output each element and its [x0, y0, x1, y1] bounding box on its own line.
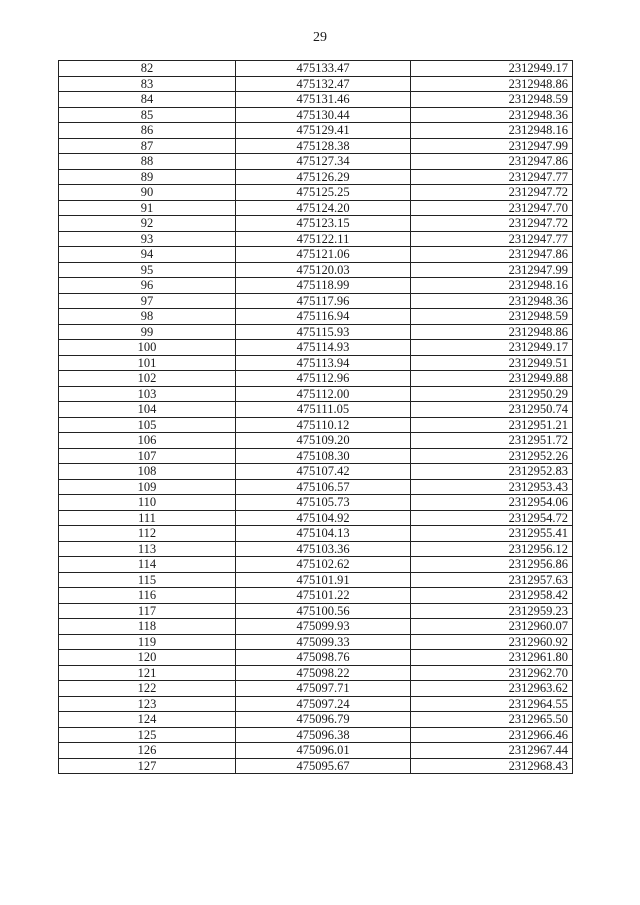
table-row: [59, 557, 573, 573]
x-coordinate-cell: 475129.41: [236, 123, 411, 139]
x-coordinate-cell: 475111.05: [236, 402, 411, 418]
y-coordinate-cell: 2312947.86: [411, 247, 573, 263]
table-row: [59, 495, 573, 511]
table-row: [59, 588, 573, 604]
table-row: [59, 340, 573, 356]
x-coordinate-cell: 475099.33: [236, 634, 411, 650]
y-coordinate-cell: 2312967.44: [411, 743, 573, 759]
y-coordinate-cell: 2312948.36: [411, 293, 573, 309]
point-number-cell: 95: [59, 262, 236, 278]
x-coordinate-cell: 475132.47: [236, 76, 411, 92]
table-row: [59, 386, 573, 402]
x-coordinate-cell: 475117.96: [236, 293, 411, 309]
point-number-cell: 87: [59, 138, 236, 154]
table-row: [59, 526, 573, 542]
y-coordinate-cell: 2312954.06: [411, 495, 573, 511]
table-row: [59, 479, 573, 495]
table-row: [59, 185, 573, 201]
y-coordinate-cell: 2312948.86: [411, 324, 573, 340]
point-number-cell: 123: [59, 696, 236, 712]
y-coordinate-cell: 2312960.07: [411, 619, 573, 635]
x-coordinate-cell: 475115.93: [236, 324, 411, 340]
y-coordinate-cell: 2312947.99: [411, 138, 573, 154]
x-coordinate-cell: 475106.57: [236, 479, 411, 495]
x-coordinate-cell: 475125.25: [236, 185, 411, 201]
point-number-cell: 119: [59, 634, 236, 650]
point-number-cell: 125: [59, 727, 236, 743]
table-row: [59, 727, 573, 743]
x-coordinate-cell: 475110.12: [236, 417, 411, 433]
y-coordinate-cell: 2312962.70: [411, 665, 573, 681]
y-coordinate-cell: 2312947.72: [411, 216, 573, 232]
point-number-cell: 120: [59, 650, 236, 666]
table-row: [59, 448, 573, 464]
x-coordinate-cell: 475100.56: [236, 603, 411, 619]
table-row: [59, 433, 573, 449]
x-coordinate-cell: 475105.73: [236, 495, 411, 511]
x-coordinate-cell: 475096.01: [236, 743, 411, 759]
x-coordinate-cell: 475097.71: [236, 681, 411, 697]
y-coordinate-cell: 2312949.17: [411, 340, 573, 356]
y-coordinate-cell: 2312951.21: [411, 417, 573, 433]
table-row: [59, 355, 573, 371]
x-coordinate-cell: 475126.29: [236, 169, 411, 185]
point-number-cell: 104: [59, 402, 236, 418]
point-number-cell: 99: [59, 324, 236, 340]
table-row: [59, 231, 573, 247]
y-coordinate-cell: 2312947.99: [411, 262, 573, 278]
point-number-cell: 118: [59, 619, 236, 635]
y-coordinate-cell: 2312950.29: [411, 386, 573, 402]
point-number-cell: 82: [59, 61, 236, 77]
x-coordinate-cell: 475122.11: [236, 231, 411, 247]
point-number-cell: 102: [59, 371, 236, 387]
point-number-cell: 103: [59, 386, 236, 402]
x-coordinate-cell: 475112.96: [236, 371, 411, 387]
point-number-cell: 124: [59, 712, 236, 728]
x-coordinate-cell: 475130.44: [236, 107, 411, 123]
y-coordinate-cell: 2312947.77: [411, 169, 573, 185]
x-coordinate-cell: 475101.22: [236, 588, 411, 604]
x-coordinate-cell: 475112.00: [236, 386, 411, 402]
point-number-cell: 112: [59, 526, 236, 542]
y-coordinate-cell: 2312947.77: [411, 231, 573, 247]
x-coordinate-cell: 475121.06: [236, 247, 411, 263]
point-number-cell: 98: [59, 309, 236, 325]
y-coordinate-cell: 2312956.86: [411, 557, 573, 573]
point-number-cell: 91: [59, 200, 236, 216]
point-number-cell: 115: [59, 572, 236, 588]
point-number-cell: 90: [59, 185, 236, 201]
point-number-cell: 110: [59, 495, 236, 511]
y-coordinate-cell: 2312965.50: [411, 712, 573, 728]
point-number-cell: 117: [59, 603, 236, 619]
table-row: [59, 696, 573, 712]
table-row: [59, 293, 573, 309]
point-number-cell: 105: [59, 417, 236, 433]
page-number: 29: [313, 30, 327, 45]
point-number-cell: 100: [59, 340, 236, 356]
point-number-cell: 84: [59, 92, 236, 108]
table-row: [59, 138, 573, 154]
point-number-cell: 92: [59, 216, 236, 232]
point-number-cell: 94: [59, 247, 236, 263]
y-coordinate-cell: 2312947.86: [411, 154, 573, 170]
table-row: [59, 278, 573, 294]
y-coordinate-cell: 2312958.42: [411, 588, 573, 604]
table-row: [59, 309, 573, 325]
x-coordinate-cell: 475116.94: [236, 309, 411, 325]
point-number-cell: 113: [59, 541, 236, 557]
x-coordinate-cell: 475103.36: [236, 541, 411, 557]
table-row: [59, 634, 573, 650]
point-number-cell: 114: [59, 557, 236, 573]
y-coordinate-cell: 2312961.80: [411, 650, 573, 666]
y-coordinate-cell: 2312947.70: [411, 200, 573, 216]
table-row: [59, 154, 573, 170]
y-coordinate-cell: 2312949.51: [411, 355, 573, 371]
x-coordinate-cell: 475123.15: [236, 216, 411, 232]
y-coordinate-cell: 2312948.16: [411, 278, 573, 294]
y-coordinate-cell: 2312963.62: [411, 681, 573, 697]
table-row: [59, 371, 573, 387]
table-row: [59, 541, 573, 557]
y-coordinate-cell: 2312966.46: [411, 727, 573, 743]
x-coordinate-cell: 475097.24: [236, 696, 411, 712]
table-row: [59, 123, 573, 139]
y-coordinate-cell: 2312954.72: [411, 510, 573, 526]
y-coordinate-cell: 2312955.41: [411, 526, 573, 542]
coordinates-table-body: [59, 61, 573, 774]
x-coordinate-cell: 475109.20: [236, 433, 411, 449]
y-coordinate-cell: 2312968.43: [411, 758, 573, 774]
x-coordinate-cell: 475096.38: [236, 727, 411, 743]
table-row: [59, 76, 573, 92]
x-coordinate-cell: 475104.92: [236, 510, 411, 526]
x-coordinate-cell: 475096.79: [236, 712, 411, 728]
y-coordinate-cell: 2312952.83: [411, 464, 573, 480]
table-row: [59, 247, 573, 263]
y-coordinate-cell: 2312959.23: [411, 603, 573, 619]
x-coordinate-cell: 475108.30: [236, 448, 411, 464]
y-coordinate-cell: 2312951.72: [411, 433, 573, 449]
y-coordinate-cell: 2312957.63: [411, 572, 573, 588]
x-coordinate-cell: 475098.76: [236, 650, 411, 666]
point-number-cell: 116: [59, 588, 236, 604]
x-coordinate-cell: 475124.20: [236, 200, 411, 216]
table-row: [59, 216, 573, 232]
point-number-cell: 121: [59, 665, 236, 681]
x-coordinate-cell: 475131.46: [236, 92, 411, 108]
point-number-cell: 127: [59, 758, 236, 774]
y-coordinate-cell: 2312950.74: [411, 402, 573, 418]
table-row: [59, 510, 573, 526]
x-coordinate-cell: 475114.93: [236, 340, 411, 356]
y-coordinate-cell: 2312953.43: [411, 479, 573, 495]
y-coordinate-cell: 2312949.88: [411, 371, 573, 387]
point-number-cell: 106: [59, 433, 236, 449]
point-number-cell: 111: [59, 510, 236, 526]
x-coordinate-cell: 475118.99: [236, 278, 411, 294]
table-row: [59, 743, 573, 759]
table-row: [59, 681, 573, 697]
x-coordinate-cell: 475095.67: [236, 758, 411, 774]
table-row: [59, 169, 573, 185]
y-coordinate-cell: 2312956.12: [411, 541, 573, 557]
point-number-cell: 126: [59, 743, 236, 759]
y-coordinate-cell: 2312948.59: [411, 92, 573, 108]
x-coordinate-cell: 475104.13: [236, 526, 411, 542]
table-row: [59, 650, 573, 666]
point-number-cell: 86: [59, 123, 236, 139]
y-coordinate-cell: 2312947.72: [411, 185, 573, 201]
x-coordinate-cell: 475102.62: [236, 557, 411, 573]
point-number-cell: 85: [59, 107, 236, 123]
table-row: [59, 200, 573, 216]
table-row: [59, 758, 573, 774]
y-coordinate-cell: 2312948.16: [411, 123, 573, 139]
point-number-cell: 108: [59, 464, 236, 480]
point-number-cell: 88: [59, 154, 236, 170]
point-number-cell: 96: [59, 278, 236, 294]
table-row: [59, 107, 573, 123]
y-coordinate-cell: 2312949.17: [411, 61, 573, 77]
point-number-cell: 83: [59, 76, 236, 92]
y-coordinate-cell: 2312948.59: [411, 309, 573, 325]
x-coordinate-cell: 475107.42: [236, 464, 411, 480]
x-coordinate-cell: 475101.91: [236, 572, 411, 588]
table-row: [59, 619, 573, 635]
table-row: [59, 417, 573, 433]
point-number-cell: 122: [59, 681, 236, 697]
table-row: [59, 262, 573, 278]
point-number-cell: 107: [59, 448, 236, 464]
y-coordinate-cell: 2312948.86: [411, 76, 573, 92]
point-number-cell: 97: [59, 293, 236, 309]
x-coordinate-cell: 475128.38: [236, 138, 411, 154]
point-number-cell: 93: [59, 231, 236, 247]
y-coordinate-cell: 2312960.92: [411, 634, 573, 650]
y-coordinate-cell: 2312952.26: [411, 448, 573, 464]
table-row: [59, 464, 573, 480]
table-row: [59, 712, 573, 728]
x-coordinate-cell: 475099.93: [236, 619, 411, 635]
x-coordinate-cell: 475120.03: [236, 262, 411, 278]
y-coordinate-cell: 2312948.36: [411, 107, 573, 123]
point-number-cell: 89: [59, 169, 236, 185]
table-row: [59, 665, 573, 681]
table-row: [59, 572, 573, 588]
x-coordinate-cell: 475098.22: [236, 665, 411, 681]
table-row: [59, 603, 573, 619]
coordinates-table: [58, 60, 573, 774]
x-coordinate-cell: 475113.94: [236, 355, 411, 371]
x-coordinate-cell: 475127.34: [236, 154, 411, 170]
table-row: [59, 402, 573, 418]
table-row: [59, 61, 573, 77]
point-number-cell: 101: [59, 355, 236, 371]
point-number-cell: 109: [59, 479, 236, 495]
table-row: [59, 324, 573, 340]
y-coordinate-cell: 2312964.55: [411, 696, 573, 712]
x-coordinate-cell: 475133.47: [236, 61, 411, 77]
table-row: [59, 92, 573, 108]
